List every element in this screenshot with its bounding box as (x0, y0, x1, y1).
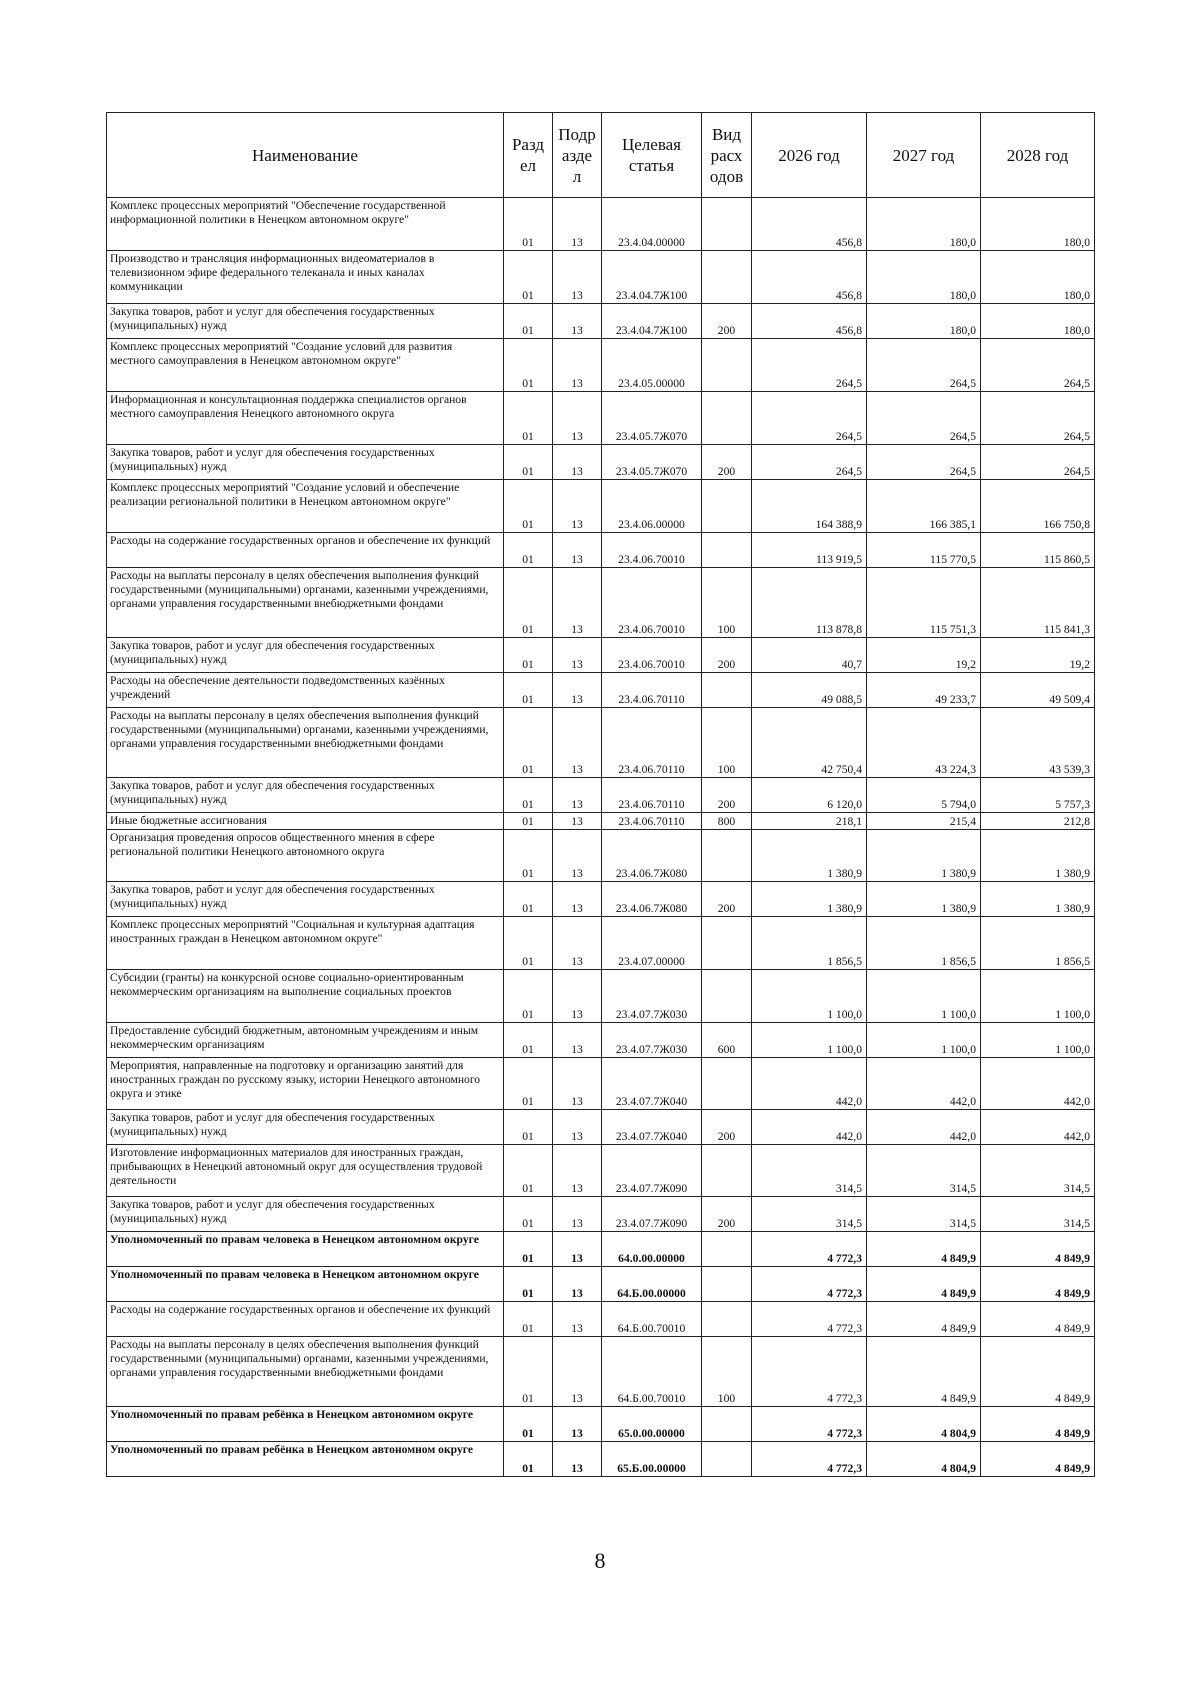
row-target-article-cell: 23.4.06.70110 (602, 673, 702, 708)
row-amount-2028-cell: 4 849,9 (981, 1442, 1095, 1477)
table-row (107, 882, 1095, 917)
page-number: 8 (594, 1548, 606, 1573)
row-subsection-cell: 13 (553, 813, 602, 830)
row-target-article-cell: 23.4.04.00000 (602, 198, 702, 251)
table-row (107, 1442, 1095, 1477)
header-target-article: Целевая статья (602, 113, 702, 198)
header-subsection: Подр азде л (553, 113, 602, 198)
row-amount-2027-cell: 1 856,5 (867, 917, 981, 970)
row-subsection-cell: 13 (553, 251, 602, 304)
row-section-cell: 01 (504, 1232, 553, 1267)
table-row (107, 673, 1095, 708)
row-subsection-cell: 13 (553, 392, 602, 445)
row-subsection-cell: 13 (553, 1145, 602, 1197)
row-amount-2028-cell: 180,0 (981, 198, 1095, 251)
row-amount-2028-cell: 442,0 (981, 1058, 1095, 1110)
row-section-cell: 01 (504, 1267, 553, 1302)
row-amount-2027-cell: 4 849,9 (867, 1302, 981, 1337)
row-expense-type-cell (702, 1302, 752, 1337)
row-amount-2026-cell: 442,0 (752, 1058, 867, 1110)
row-amount-2028-cell: 43 539,3 (981, 708, 1095, 778)
row-target-article-cell: 64.Б.00.00000 (602, 1267, 702, 1302)
row-expense-type-cell: 100 (702, 708, 752, 778)
table-row (107, 917, 1095, 970)
row-amount-2026-cell: 1 100,0 (752, 970, 867, 1023)
row-amount-2028-cell: 166 750,8 (981, 480, 1095, 533)
row-subsection-cell: 13 (553, 970, 602, 1023)
row-amount-2026-cell: 264,5 (752, 339, 867, 392)
row-name-cell: Расходы на выплаты персоналу в целях обеспечения выполнения функций государственными (муниципальными) органами, казенными учреждениями, органами управления государственными внебюджетными фондами (107, 708, 504, 778)
row-subsection-cell: 13 (553, 445, 602, 480)
row-expense-type-cell: 600 (702, 1023, 752, 1058)
row-name-cell: Уполномоченный по правам человека в Ненецком автономном округе (107, 1232, 504, 1267)
row-amount-2028-cell: 1 856,5 (981, 917, 1095, 970)
row-target-article-cell: 23.4.04.7Ж100 (602, 304, 702, 339)
row-amount-2027-cell: 264,5 (867, 392, 981, 445)
row-subsection-cell: 13 (553, 882, 602, 917)
row-target-article-cell: 23.4.06.70110 (602, 813, 702, 830)
table-row (107, 304, 1095, 339)
row-subsection-cell: 13 (553, 778, 602, 813)
row-amount-2026-cell: 4 772,3 (752, 1337, 867, 1407)
row-section-cell: 01 (504, 198, 553, 251)
row-amount-2027-cell: 442,0 (867, 1110, 981, 1145)
row-subsection-cell: 13 (553, 480, 602, 533)
row-target-article-cell: 64.0.00.00000 (602, 1232, 702, 1267)
row-amount-2028-cell: 264,5 (981, 339, 1095, 392)
table-header-row (107, 113, 1095, 198)
row-section-cell: 01 (504, 1407, 553, 1442)
table-row (107, 445, 1095, 480)
row-amount-2026-cell: 4 772,3 (752, 1232, 867, 1267)
row-amount-2028-cell: 1 380,9 (981, 882, 1095, 917)
row-name-cell: Расходы на содержание государственных органов и обеспечение их функций (107, 1302, 504, 1337)
table-row (107, 708, 1095, 778)
row-target-article-cell: 23.4.06.00000 (602, 480, 702, 533)
row-target-article-cell: 64.Б.00.70010 (602, 1302, 702, 1337)
table-row (107, 480, 1095, 533)
row-expense-type-cell (702, 392, 752, 445)
row-section-cell: 01 (504, 673, 553, 708)
row-amount-2028-cell: 4 849,9 (981, 1267, 1095, 1302)
table-row (107, 198, 1095, 251)
row-amount-2028-cell: 19,2 (981, 638, 1095, 673)
row-subsection-cell: 13 (553, 339, 602, 392)
row-section-cell: 01 (504, 251, 553, 304)
row-amount-2026-cell: 314,5 (752, 1145, 867, 1197)
row-amount-2027-cell: 264,5 (867, 445, 981, 480)
table-row (107, 1407, 1095, 1442)
row-section-cell: 01 (504, 339, 553, 392)
row-subsection-cell: 13 (553, 1232, 602, 1267)
row-target-article-cell: 23.4.07.7Ж040 (602, 1110, 702, 1145)
row-amount-2027-cell: 314,5 (867, 1197, 981, 1232)
row-name-cell: Уполномоченный по правам человека в Ненецком автономном округе (107, 1267, 504, 1302)
row-expense-type-cell: 800 (702, 813, 752, 830)
row-amount-2026-cell: 1 380,9 (752, 830, 867, 882)
row-name-cell: Закупка товаров, работ и услуг для обеспечения государственных (муниципальных) нужд (107, 638, 504, 673)
header-year-2028: 2028 год (981, 113, 1095, 198)
row-target-article-cell: 23.4.06.7Ж080 (602, 830, 702, 882)
table-row (107, 1197, 1095, 1232)
row-amount-2027-cell: 1 380,9 (867, 882, 981, 917)
table-row (107, 1058, 1095, 1110)
row-amount-2026-cell: 456,8 (752, 251, 867, 304)
row-expense-type-cell: 200 (702, 304, 752, 339)
row-amount-2026-cell: 456,8 (752, 198, 867, 251)
row-subsection-cell: 13 (553, 1110, 602, 1145)
row-expense-type-cell (702, 1232, 752, 1267)
row-amount-2027-cell: 49 233,7 (867, 673, 981, 708)
row-section-cell: 01 (504, 882, 553, 917)
row-expense-type-cell: 200 (702, 882, 752, 917)
row-amount-2028-cell: 115 841,3 (981, 568, 1095, 638)
row-amount-2028-cell: 1 100,0 (981, 1023, 1095, 1058)
row-name-cell: Закупка товаров, работ и услуг для обеспечения государственных (муниципальных) нужд (107, 882, 504, 917)
row-name-cell: Расходы на выплаты персоналу в целях обеспечения выполнения функций государственными (муниципальными) органами, казенными учреждениями, органами управления государственными внебюджетными фондами (107, 1337, 504, 1407)
row-name-cell: Закупка товаров, работ и услуг для обеспечения государственных (муниципальных) нужд (107, 304, 504, 339)
table-row (107, 813, 1095, 830)
row-subsection-cell: 13 (553, 1197, 602, 1232)
row-subsection-cell: 13 (553, 1442, 602, 1477)
row-amount-2027-cell: 5 794,0 (867, 778, 981, 813)
row-amount-2028-cell: 212,8 (981, 813, 1095, 830)
table-row (107, 970, 1095, 1023)
row-subsection-cell: 13 (553, 917, 602, 970)
row-target-article-cell: 65.Б.00.00000 (602, 1442, 702, 1477)
table-row (107, 251, 1095, 304)
table-row (107, 568, 1095, 638)
row-target-article-cell: 23.4.07.7Ж030 (602, 1023, 702, 1058)
row-amount-2027-cell: 4 804,9 (867, 1407, 981, 1442)
row-amount-2027-cell: 1 100,0 (867, 1023, 981, 1058)
row-expense-type-cell (702, 1407, 752, 1442)
row-amount-2028-cell: 1 380,9 (981, 830, 1095, 882)
row-target-article-cell: 23.4.05.00000 (602, 339, 702, 392)
header-year-2026: 2026 год (752, 113, 867, 198)
row-section-cell: 01 (504, 1442, 553, 1477)
row-expense-type-cell (702, 1267, 752, 1302)
row-section-cell: 01 (504, 1197, 553, 1232)
row-section-cell: 01 (504, 830, 553, 882)
row-amount-2027-cell: 115 770,5 (867, 533, 981, 568)
table-row (107, 1267, 1095, 1302)
row-name-cell: Закупка товаров, работ и услуг для обеспечения государственных (муниципальных) нужд (107, 778, 504, 813)
row-amount-2026-cell: 218,1 (752, 813, 867, 830)
row-amount-2027-cell: 115 751,3 (867, 568, 981, 638)
row-amount-2028-cell: 4 849,9 (981, 1337, 1095, 1407)
row-target-article-cell: 23.4.06.70010 (602, 568, 702, 638)
row-amount-2026-cell: 49 088,5 (752, 673, 867, 708)
row-name-cell: Уполномоченный по правам ребёнка в Ненецком автономном округе (107, 1442, 504, 1477)
row-target-article-cell: 23.4.06.70010 (602, 533, 702, 568)
row-section-cell: 01 (504, 1058, 553, 1110)
row-target-article-cell: 23.4.07.7Ж040 (602, 1058, 702, 1110)
table-body (107, 198, 1095, 1477)
row-expense-type-cell (702, 1058, 752, 1110)
row-expense-type-cell (702, 198, 752, 251)
row-amount-2028-cell: 180,0 (981, 304, 1095, 339)
row-subsection-cell: 13 (553, 1302, 602, 1337)
row-amount-2027-cell: 19,2 (867, 638, 981, 673)
row-target-article-cell: 65.0.00.00000 (602, 1407, 702, 1442)
table-row (107, 1023, 1095, 1058)
header-name: Наименование (107, 113, 504, 198)
row-amount-2026-cell: 314,5 (752, 1197, 867, 1232)
row-target-article-cell: 23.4.07.7Ж090 (602, 1145, 702, 1197)
table-row (107, 778, 1095, 813)
header-expense-type: Вид расх одов (702, 113, 752, 198)
row-expense-type-cell (702, 673, 752, 708)
table-row (107, 830, 1095, 882)
row-amount-2028-cell: 314,5 (981, 1197, 1095, 1232)
row-amount-2028-cell: 49 509,4 (981, 673, 1095, 708)
row-section-cell: 01 (504, 533, 553, 568)
row-amount-2026-cell: 1 380,9 (752, 882, 867, 917)
row-name-cell: Расходы на выплаты персоналу в целях обеспечения выполнения функций государственными (муниципальными) органами, казенными учреждениями, органами управления государственными внебюджетными фондами (107, 568, 504, 638)
header-year-2027: 2027 год (867, 113, 981, 198)
row-name-cell: Закупка товаров, работ и услуг для обеспечения государственных (муниципальных) нужд (107, 1197, 504, 1232)
row-section-cell: 01 (504, 568, 553, 638)
table-row (107, 1302, 1095, 1337)
row-section-cell: 01 (504, 708, 553, 778)
row-name-cell: Комплекс процессных мероприятий "Социальная и культурная адаптация иностранных граждан в Ненецком автономном округе" (107, 917, 504, 970)
row-name-cell: Субсидии (гранты) на конкурсной основе социально-ориентированным некоммерческим организациям на выполнение социальных проектов (107, 970, 504, 1023)
row-amount-2026-cell: 6 120,0 (752, 778, 867, 813)
row-subsection-cell: 13 (553, 1407, 602, 1442)
row-amount-2027-cell: 43 224,3 (867, 708, 981, 778)
row-amount-2027-cell: 4 849,9 (867, 1232, 981, 1267)
row-name-cell: Расходы на обеспечение деятельности подведомственных казённых учреждений (107, 673, 504, 708)
row-target-article-cell: 23.4.06.7Ж080 (602, 882, 702, 917)
row-expense-type-cell: 200 (702, 445, 752, 480)
row-section-cell: 01 (504, 392, 553, 445)
row-expense-type-cell (702, 970, 752, 1023)
row-name-cell: Организация проведения опросов общественного мнения в сфере региональной политики Ненецкого автономного округа (107, 830, 504, 882)
row-amount-2028-cell: 180,0 (981, 251, 1095, 304)
row-amount-2026-cell: 4 772,3 (752, 1407, 867, 1442)
row-target-article-cell: 23.4.05.7Ж070 (602, 392, 702, 445)
row-amount-2028-cell: 264,5 (981, 445, 1095, 480)
row-subsection-cell: 13 (553, 830, 602, 882)
row-subsection-cell: 13 (553, 638, 602, 673)
row-target-article-cell: 23.4.06.70010 (602, 638, 702, 673)
table-row (107, 339, 1095, 392)
row-name-cell: Закупка товаров, работ и услуг для обеспечения государственных (муниципальных) нужд (107, 445, 504, 480)
row-amount-2026-cell: 42 750,4 (752, 708, 867, 778)
row-amount-2026-cell: 113 919,5 (752, 533, 867, 568)
row-expense-type-cell: 200 (702, 1197, 752, 1232)
row-target-article-cell: 23.4.04.7Ж100 (602, 251, 702, 304)
row-amount-2027-cell: 1 100,0 (867, 970, 981, 1023)
row-name-cell: Комплекс процессных мероприятий "Создание условий и обеспечение реализации региональной политики в Ненецком автономном округе" (107, 480, 504, 533)
row-subsection-cell: 13 (553, 708, 602, 778)
row-amount-2026-cell: 1 100,0 (752, 1023, 867, 1058)
row-section-cell: 01 (504, 480, 553, 533)
row-amount-2026-cell: 264,5 (752, 445, 867, 480)
row-target-article-cell: 23.4.06.70110 (602, 708, 702, 778)
row-expense-type-cell (702, 533, 752, 568)
row-amount-2028-cell: 1 100,0 (981, 970, 1095, 1023)
row-name-cell: Производство и трансляция информационных видеоматериалов в телевизионном эфире федерального телеканала и иных каналах коммуникации (107, 251, 504, 304)
row-section-cell: 01 (504, 1302, 553, 1337)
row-subsection-cell: 13 (553, 1267, 602, 1302)
table-row (107, 1337, 1095, 1407)
row-target-article-cell: 23.4.07.7Ж090 (602, 1197, 702, 1232)
row-amount-2026-cell: 442,0 (752, 1110, 867, 1145)
row-amount-2027-cell: 264,5 (867, 339, 981, 392)
table-row (107, 1110, 1095, 1145)
row-amount-2028-cell: 115 860,5 (981, 533, 1095, 568)
row-section-cell: 01 (504, 638, 553, 673)
row-amount-2027-cell: 180,0 (867, 198, 981, 251)
row-section-cell: 01 (504, 1023, 553, 1058)
row-section-cell: 01 (504, 1145, 553, 1197)
row-section-cell: 01 (504, 1110, 553, 1145)
row-subsection-cell: 13 (553, 198, 602, 251)
row-amount-2028-cell: 314,5 (981, 1145, 1095, 1197)
row-amount-2027-cell: 4 804,9 (867, 1442, 981, 1477)
row-expense-type-cell (702, 830, 752, 882)
row-amount-2027-cell: 4 849,9 (867, 1337, 981, 1407)
row-amount-2026-cell: 4 772,3 (752, 1442, 867, 1477)
header-section: Разд ел (504, 113, 553, 198)
row-amount-2027-cell: 442,0 (867, 1058, 981, 1110)
row-amount-2027-cell: 314,5 (867, 1145, 981, 1197)
row-amount-2028-cell: 5 757,3 (981, 778, 1095, 813)
row-amount-2026-cell: 4 772,3 (752, 1267, 867, 1302)
row-name-cell: Закупка товаров, работ и услуг для обеспечения государственных (муниципальных) нужд (107, 1110, 504, 1145)
row-section-cell: 01 (504, 304, 553, 339)
row-amount-2028-cell: 4 849,9 (981, 1302, 1095, 1337)
row-target-article-cell: 23.4.05.7Ж070 (602, 445, 702, 480)
row-expense-type-cell (702, 1145, 752, 1197)
row-name-cell: Информационная и консультационная поддержка специалистов органов местного самоуправления Ненецкого автономного округа (107, 392, 504, 445)
row-expense-type-cell: 200 (702, 638, 752, 673)
row-section-cell: 01 (504, 445, 553, 480)
row-amount-2028-cell: 4 849,9 (981, 1407, 1095, 1442)
row-name-cell: Расходы на содержание государственных органов и обеспечение их функций (107, 533, 504, 568)
row-amount-2027-cell: 180,0 (867, 304, 981, 339)
row-amount-2026-cell: 4 772,3 (752, 1302, 867, 1337)
row-target-article-cell: 23.4.07.7Ж030 (602, 970, 702, 1023)
row-section-cell: 01 (504, 1337, 553, 1407)
table-row (107, 533, 1095, 568)
row-subsection-cell: 13 (553, 1058, 602, 1110)
row-expense-type-cell (702, 339, 752, 392)
row-name-cell: Комплекс процессных мероприятий "Создание условий для развития местного самоуправления в Ненецком автономном округе" (107, 339, 504, 392)
table-row (107, 638, 1095, 673)
row-subsection-cell: 13 (553, 304, 602, 339)
table-row (107, 1145, 1095, 1197)
row-target-article-cell: 23.4.07.00000 (602, 917, 702, 970)
row-target-article-cell: 64.Б.00.70010 (602, 1337, 702, 1407)
row-name-cell: Мероприятия, направленные на подготовку и организацию занятий для иностранных граждан по русскому языку, истории Ненецкого автономного округа и этике (107, 1058, 504, 1110)
row-amount-2026-cell: 1 856,5 (752, 917, 867, 970)
row-amount-2027-cell: 1 380,9 (867, 830, 981, 882)
row-amount-2027-cell: 180,0 (867, 251, 981, 304)
row-amount-2028-cell: 442,0 (981, 1110, 1095, 1145)
table-row (107, 392, 1095, 445)
row-expense-type-cell: 100 (702, 568, 752, 638)
row-expense-type-cell (702, 1442, 752, 1477)
row-amount-2028-cell: 4 849,9 (981, 1232, 1095, 1267)
row-amount-2026-cell: 264,5 (752, 392, 867, 445)
row-expense-type-cell: 100 (702, 1337, 752, 1407)
budget-table-sheet (106, 112, 1094, 1477)
row-expense-type-cell (702, 480, 752, 533)
row-amount-2026-cell: 40,7 (752, 638, 867, 673)
row-subsection-cell: 13 (553, 1023, 602, 1058)
row-amount-2026-cell: 113 878,8 (752, 568, 867, 638)
row-expense-type-cell (702, 251, 752, 304)
row-expense-type-cell: 200 (702, 778, 752, 813)
row-name-cell: Уполномоченный по правам ребёнка в Ненецком автономном округе (107, 1407, 504, 1442)
row-section-cell: 01 (504, 813, 553, 830)
row-target-article-cell: 23.4.06.70110 (602, 778, 702, 813)
row-name-cell: Иные бюджетные ассигнования (107, 813, 504, 830)
table-row (107, 1232, 1095, 1267)
row-amount-2026-cell: 164 388,9 (752, 480, 867, 533)
row-section-cell: 01 (504, 917, 553, 970)
row-subsection-cell: 13 (553, 533, 602, 568)
row-amount-2027-cell: 4 849,9 (867, 1267, 981, 1302)
row-section-cell: 01 (504, 970, 553, 1023)
row-section-cell: 01 (504, 778, 553, 813)
row-expense-type-cell: 200 (702, 1110, 752, 1145)
budget-table (106, 112, 1095, 1477)
row-name-cell: Комплекс процессных мероприятий "Обеспечение государственной информационной политики в Ненецком автономном округе" (107, 198, 504, 251)
row-amount-2027-cell: 166 385,1 (867, 480, 981, 533)
row-name-cell: Изготовление информационных материалов для иностранных граждан, прибывающих в Ненецкий автономный округ для осуществления трудовой деятельности (107, 1145, 504, 1197)
row-subsection-cell: 13 (553, 1337, 602, 1407)
row-amount-2028-cell: 264,5 (981, 392, 1095, 445)
row-amount-2026-cell: 456,8 (752, 304, 867, 339)
row-subsection-cell: 13 (553, 568, 602, 638)
row-name-cell: Предоставление субсидий бюджетным, автономным учреждениям и иным некоммерческим организациям (107, 1023, 504, 1058)
row-expense-type-cell (702, 917, 752, 970)
row-subsection-cell: 13 (553, 673, 602, 708)
row-amount-2027-cell: 215,4 (867, 813, 981, 830)
